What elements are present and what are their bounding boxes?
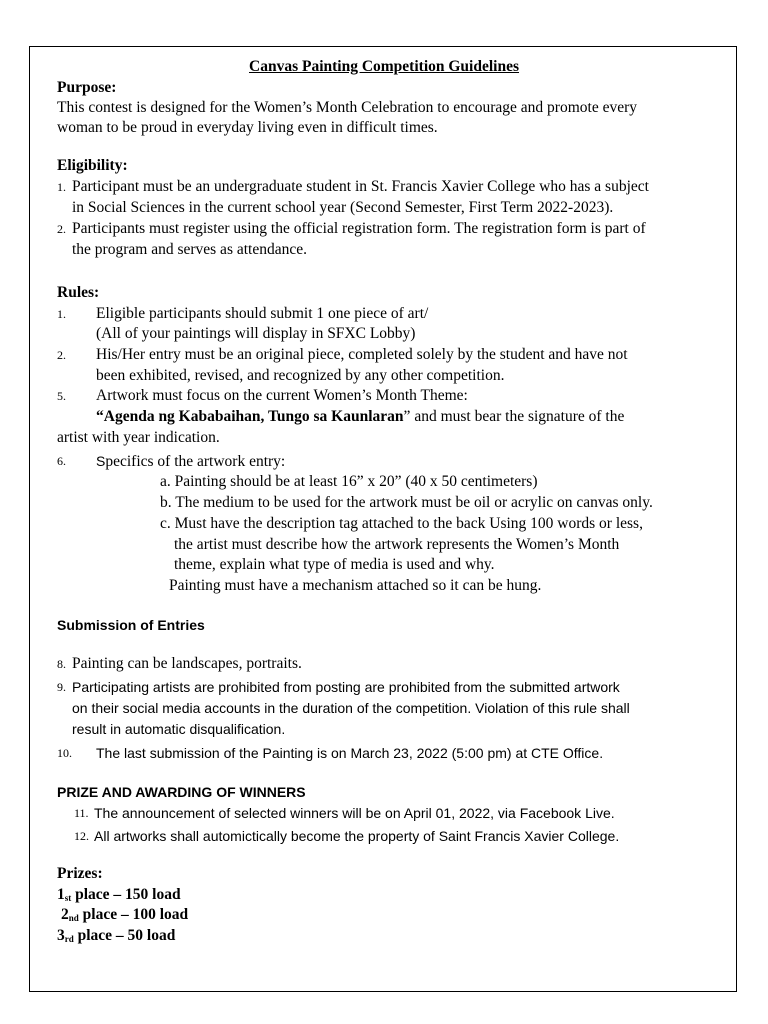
rule-number: 2. <box>57 348 66 362</box>
spec-item-c: c. Must have the description tag attached to the back Using 100 words or less, <box>160 515 643 532</box>
rule-text-rest: pecifics of the artwork entry: <box>105 453 286 470</box>
spec-item-a: a. Painting should be at least 16” x 20” (40 x 50 centimeters) <box>160 473 538 490</box>
submission-item-text: Painting can be landscapes, portraits. <box>72 655 302 672</box>
submission-item-text: result in automatic disqualification. <box>72 721 286 737</box>
spec-item-c: the artist must describe how the artwork represents the Women’s Month <box>174 536 620 553</box>
spec-item-c: Painting must have a mechanism attached so it can be hung. <box>169 577 542 594</box>
eligibility-heading: Eligibility: <box>57 157 128 174</box>
prize-rank-suffix: nd <box>68 913 79 923</box>
prize-text: place – 100 load <box>82 906 189 923</box>
awarding-item-text: All artworks shall automictically become the property of Saint Francis Xavier College. <box>94 828 620 844</box>
awarding-heading: PRIZE AND AWARDING OF WINNERS <box>57 784 306 800</box>
awarding-item-number: 11. <box>74 806 89 820</box>
rule-number: 6. <box>57 454 66 468</box>
prize-item <box>57 926 175 949</box>
submission-item-number: 10. <box>57 746 72 760</box>
rule-text: His/Her entry must be an original piece, completed solely by the student and have not <box>96 346 628 363</box>
eligibility-item-text: in Social Sciences in the current school year (Second Semester, First Term 2022-2023). <box>72 199 614 216</box>
theme-title: “Agenda ng Kababaihan, Tungo sa Kaunlaran <box>96 408 404 425</box>
prize-item <box>61 905 188 928</box>
rule-text: Artwork must focus on the current Women’s Month Theme: <box>96 387 468 404</box>
eligibility-item-text: Participants must register using the official registration form. The registration form is part of <box>72 220 646 237</box>
eligibility-item-number: 2. <box>57 222 66 236</box>
submission-item-number: 9. <box>57 680 66 694</box>
submission-heading: Submission of Entries <box>57 617 205 633</box>
rule-number: 1. <box>57 307 66 321</box>
prize-rank: 2 <box>61 906 69 923</box>
eligibility-item-text: Participant must be an undergraduate student in St. Francis Xavier College who has a subject <box>72 178 649 195</box>
rules-heading: Rules: <box>57 284 100 301</box>
prize-rank-suffix: st <box>64 893 72 903</box>
purpose-heading: Purpose: <box>57 79 117 96</box>
submission-item-text: The last submission of the Painting is on March 23, 2022 (5:00 pm) at CTE Office. <box>96 745 604 761</box>
prize-rank-suffix: rd <box>64 934 74 944</box>
prize-rank: 1 <box>57 886 65 903</box>
prize-text: place – 150 load <box>75 886 181 903</box>
rule-text: (All of your paintings will display in SFXC Lobby) <box>96 325 416 342</box>
submission-item-number: 8. <box>57 657 66 671</box>
eligibility-item-number: 1. <box>57 180 66 194</box>
prizes-heading: Prizes: <box>57 865 103 882</box>
purpose-text-line-2: woman to be proud in everyday living even in difficult times. <box>57 119 438 136</box>
submission-item-text: on their social media accounts in the duration of the competition. Violation of this rule shall <box>72 700 630 716</box>
rule-first-letter: S <box>96 453 106 469</box>
rule-text: been exhibited, revised, and recognized by any other competition. <box>96 367 505 384</box>
awarding-item-text: The announcement of selected winners will be on April 01, 2022, via Facebook Live. <box>94 805 615 821</box>
prize-rank: 3 <box>57 927 65 944</box>
document-title: Canvas Painting Competition Guidelines <box>249 58 519 75</box>
purpose-text-line-1: This contest is designed for the Women’s Month Celebration to encourage and promote every <box>57 99 638 116</box>
spec-item-c: theme, explain what type of media is used and why. <box>174 556 495 573</box>
submission-item-text: Participating artists are prohibited from posting are prohibited from the submitted artwork <box>72 679 620 695</box>
awarding-item-number: 12. <box>74 829 89 843</box>
rule-theme-line <box>96 407 624 427</box>
spec-item-b: b. The medium to be used for the artwork must be oil or acrylic on canvas only. <box>160 494 653 511</box>
rule-text: and must bear the signature of the <box>410 408 625 425</box>
rule-text: Eligible participants should submit 1 one piece of art/ <box>96 305 429 322</box>
theme-close-quote: ” <box>403 408 411 425</box>
rule-text: artist with year indication. <box>57 429 220 446</box>
prize-text: place – 50 load <box>77 927 176 944</box>
rule-number: 5. <box>57 389 66 403</box>
eligibility-item-text: the program and serves as attendance. <box>72 241 307 258</box>
rule-text <box>96 451 285 472</box>
